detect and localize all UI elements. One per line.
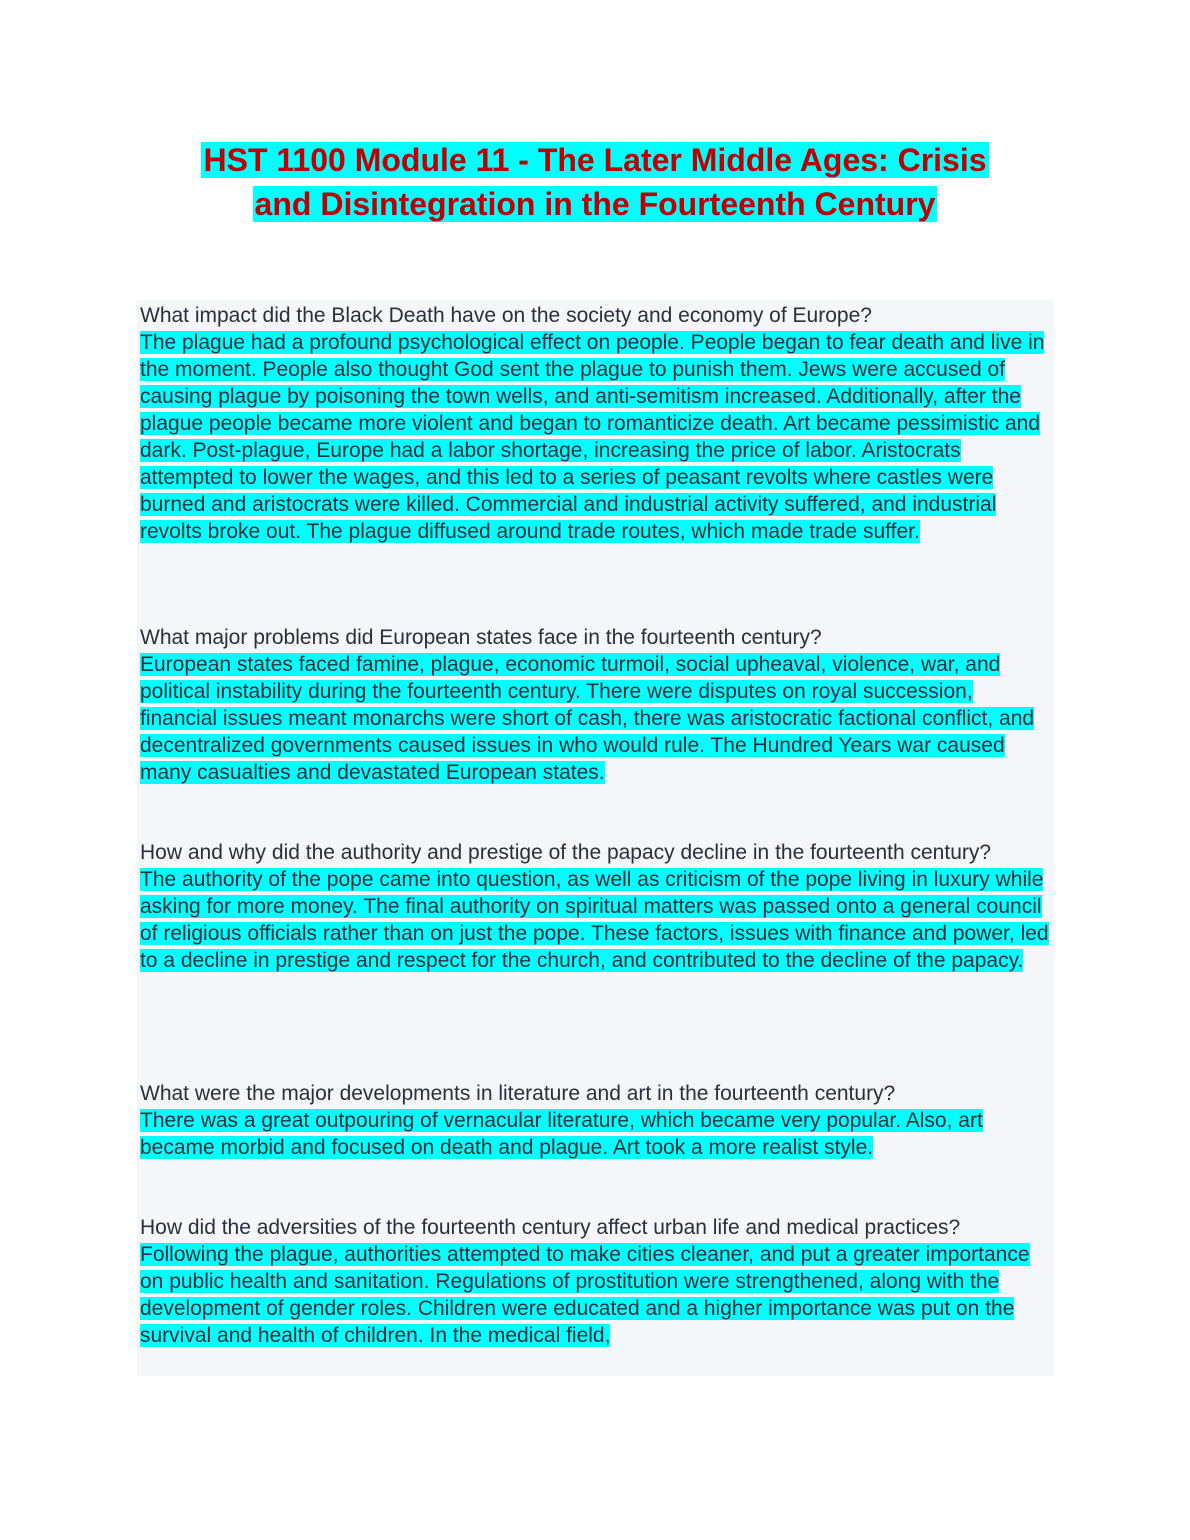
answer-text: The authority of the pope came into question, as well as criticism of the pope living in luxury while asking for more money. The final authority on spiritual matters was passed onto a general council of religious officials rather than on just the pope. These factors, issues with finance and power, led to a decline in prestige and respect for the church, and contributed to the decline of the papacy. bbox=[140, 868, 1049, 972]
answer-text: The plague had a profound psychological effect on people. People began to fear death and live in the moment. People also thought God sent the plague to punish them. Jews were accused of causing plague by poisoning the town wells, and anti-semitism increased. Additionally, after the plague people became more violent and began to romanticize death. Art became pessimistic and dark. Post-plague, Europe had a labor shortage, increasing the price of labor. Aristocrats attempted to lower the wages, and this led to a series of peasant revolts where castles were burned and aristocrats were killed. Commercial and industrial activity suffered, and industrial revolts broke out. The plague diffused around trade routes, which made trade suffer. bbox=[140, 331, 1045, 543]
answer-text: European states faced famine, plague, economic turmoil, social upheaval, violence, war, and political instability during the fourteenth century. There were disputes on royal succession, financial issues meant monarchs were short of cash, there was aristocratic factional conflict, and decentralized governments caused issues in who would rule. The Hundred Years war caused many casualties and devastated European states. bbox=[140, 653, 1035, 784]
qa-section-urban-medical bbox=[140, 1214, 1052, 1349]
qa-section-papacy-decline bbox=[140, 839, 1052, 974]
title-line-2: and Disintegration in the Fourteenth Century bbox=[254, 186, 936, 222]
question-text: How did the adversities of the fourteenth century affect urban life and medical practices? bbox=[140, 1216, 961, 1239]
question-text: How and why did the authority and prestige of the papacy decline in the fourteenth century? bbox=[140, 841, 992, 864]
question-text: What impact did the Black Death have on the society and economy of Europe? bbox=[140, 304, 872, 327]
qa-section-black-death bbox=[140, 302, 1052, 545]
answer-text: Following the plague, authorities attempted to make cities cleaner, and put a greater importance on public health and sanitation. Regulations of prostitution were strengthened, along with the development of gender roles. Children were educated and a higher importance was put on the survival and health of children. In the medical field, bbox=[140, 1243, 1030, 1347]
qa-section-literature-art bbox=[140, 1080, 1052, 1161]
document-title bbox=[0, 138, 1190, 226]
qa-section-state-problems bbox=[140, 624, 1052, 786]
question-text: What were the major developments in literature and art in the fourteenth century? bbox=[140, 1082, 896, 1105]
title-line-1: HST 1100 Module 11 - The Later Middle Ages: Crisis bbox=[203, 142, 987, 178]
question-text: What major problems did European states face in the fourteenth century? bbox=[140, 626, 822, 649]
answer-text: There was a great outpouring of vernacular literature, which became very popular. Also, art became morbid and focused on death and plague. Art took a more realist style. bbox=[140, 1109, 983, 1159]
